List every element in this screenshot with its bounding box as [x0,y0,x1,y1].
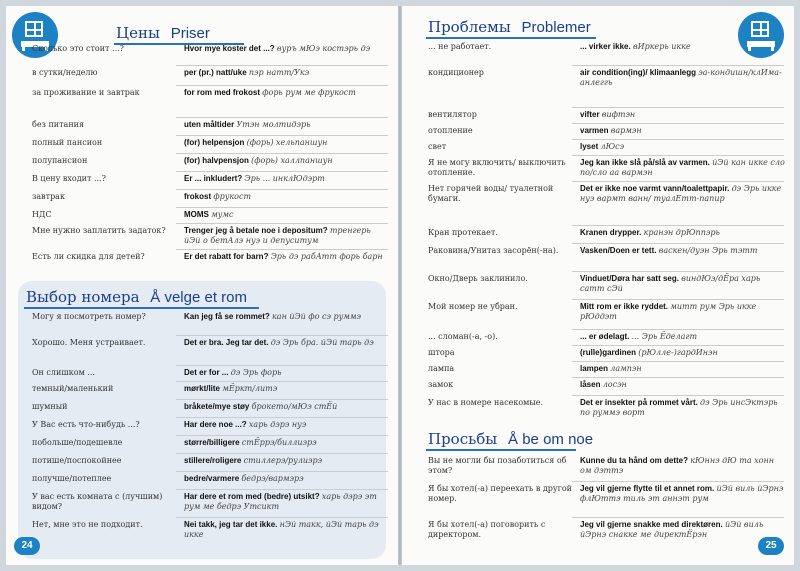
row-divider [176,365,388,366]
phrase-russian: Сколько это стоит ...? [32,44,124,53]
phrase-transcription: кЮннэ дЮ та хонн ом дэттэ [580,456,775,475]
phrase-russian: У нас в номере насекомые. [428,398,543,407]
phrase-transcription: васкен/дуэн Эрь тэтт [658,246,758,255]
phrase-norwegian-text: bråkete/mye støy [184,402,252,411]
row-divider [572,155,784,156]
section-title-requests [428,430,728,448]
row-divider [176,85,388,86]
phrase-norwegian-text: (rulle)gardinen [580,348,639,357]
phrase-norwegian-text: Vasken/Doen er tett. [580,246,659,255]
phrase-norwegian [184,210,389,220]
phrase-norwegian [184,520,389,540]
row-divider [176,399,388,400]
phrase-transcription: дэ Эрь икке нуэ вармт ванн/ туалЕтт-папир [580,184,782,203]
phrase-norwegian [580,348,785,358]
phrase-russian: Есть ли скидка для детей? [32,252,145,261]
phrase-norwegian-text: Kan jeg få se rommet? [184,312,273,321]
phrase-transcription: стЁррэ/биллиэрэ [241,438,317,447]
row-divider [176,207,388,208]
title-underline [426,449,576,451]
phrase-russian: Я бы хотел(-а) поговорить с директором. [428,520,546,539]
phrase-norwegian-text: Nei takk, jeg tar det ikke. [184,520,280,529]
phrase-norwegian-text: Hvor mye koster det ...? [184,44,277,53]
phrase-norwegian [580,246,785,256]
phrase-norwegian [580,42,785,52]
row-divider [572,271,784,272]
phrase-norwegian-text: lampen [580,364,611,373]
section-title-no: Priser [170,25,210,42]
phrase-norwegian-text: Er det rabatt for barn? [184,252,271,261]
phrase-transcription: дэ Эрь бра. йЭй тарь дэ [270,338,374,347]
section-title-prices [116,24,376,42]
phrase-russian: Он слишком ... [32,368,95,377]
phrase-russian: свет [428,142,447,151]
phrase-norwegian-text: Kunne du ta hånd om dette? [580,456,691,465]
section-title-ru: Проблемы [428,18,511,36]
phrase-russian: Окно/Дверь заклинило. [428,274,528,283]
row-divider [572,517,784,518]
phrase-transcription: (форь) хельпаншун [246,138,328,147]
phrase-transcription: виндЮэ/дЁра харь сатт сЭй [580,274,761,293]
row-divider [572,225,784,226]
phrase-norwegian [184,456,389,466]
row-divider [572,65,784,66]
row-divider [176,153,388,154]
phrase-norwegian [580,456,785,476]
phrase-norwegian [184,120,389,130]
row-divider [176,189,388,190]
phrase-norwegian-text: Jeg vil gjerne snakke med direktøren. [580,520,725,529]
phrase-norwegian [580,110,785,120]
phrase-norwegian-text: vifter [580,110,602,119]
row-divider [176,223,388,224]
title-underline [24,307,259,309]
phrase-norwegian-text: ... er ødelagt. [580,332,632,341]
phrase-russian: Хорошо. Меня устраивает. [32,338,146,347]
phrase-transcription: вармэн [610,126,642,135]
phrase-norwegian-text: Vinduet/Døra har satt seg. [580,274,682,283]
phrase-norwegian [580,380,785,390]
section-title-ru: Выбор номера [26,288,140,306]
phrase-norwegian-text: frokost [184,192,214,201]
section-title-no: Å velge et rom [150,289,248,306]
phrase-russian: вентилятор [428,110,477,119]
row-divider [572,345,784,346]
row-divider [176,517,388,518]
section-title-no: Problemer [521,19,591,36]
phrase-norwegian-text: Har dere noe ...? [184,420,249,429]
phrase-norwegian-text: air condition(ing)/ klimaanlegg [580,68,699,77]
row-divider [176,335,388,336]
phrase-transcription: форь рум ме фрукост [262,88,356,97]
row-divider [572,243,784,244]
phrase-norwegian-text: varmen [580,126,611,135]
phrase-norwegian [184,156,389,166]
phrase-norwegian [580,302,785,322]
phrase-transcription: бедрэ/вармэрэ [241,474,304,483]
phrase-transcription: дэ Эрь форь [230,368,282,377]
phrase-transcription: мумс [211,210,234,219]
phrase-norwegian-text: låsen [580,380,603,389]
phrase-russian: Нет горячей воды/ туалетной бумаги. [428,184,554,203]
phrase-russian: Мой номер не убран. [428,302,518,311]
phrase-norwegian-text: Har dere et rom med (bedre) utsikt? [184,492,322,501]
title-underline [426,37,596,39]
row-divider [572,107,784,108]
right-page [402,6,794,565]
phrase-norwegian-text: (for) helpensjon [184,138,247,147]
phrase-transcription: (рЮлле-)гардИнэн [638,348,718,357]
phrase-russian: Кран протекает. [428,228,498,237]
phrase-russian: замок [428,380,454,389]
row-divider [572,299,784,300]
phrase-norwegian-text: (for) halvpensjon [184,156,252,165]
phrase-norwegian [580,68,785,88]
phrase-norwegian [184,338,389,348]
phrase-russian: потише/поспокойнее [32,456,122,465]
row-divider [572,123,784,124]
phrase-russian: Нет, мне это не подходит. [32,520,143,529]
phrase-russian: Раковина/Унитаз засорён(-на). [428,246,559,255]
phrase-transcription: брокето/мЮэ стЁй [251,402,338,411]
row-divider [176,171,388,172]
phrase-russian: штора [428,348,455,357]
phrase-norwegian [580,228,785,238]
phrase-russian: полный пансион [32,138,103,147]
phrase-norwegian [580,184,785,204]
phrase-norwegian [184,174,389,184]
phrase-russian: получше/потеплее [32,474,112,483]
phrase-norwegian-text: mørkt/lite [184,384,223,393]
row-divider [572,181,784,182]
phrase-transcription: мЁркт/литэ [222,384,278,393]
phrase-norwegian [184,402,389,412]
phrase-transcription: лосэн [602,380,627,389]
phrase-transcription: фрукост [213,192,252,201]
phrase-transcription: кан йЭй фо сэ руммэ [272,312,361,321]
phrase-russian: Я не могу включить/ выключить отопление. [428,158,566,177]
phrase-transcription: (форь) халлпаншун [251,156,333,165]
phrase-transcription: Эрь дэ рабАтт форь барн [270,252,383,261]
left-page [6,6,399,565]
phrase-russian: шумный [32,402,68,411]
phrase-norwegian [184,384,389,394]
row-divider [572,139,784,140]
row-divider [176,65,388,66]
phrase-norwegian [580,142,785,152]
row-divider [176,471,388,472]
phrase-russian: В цену входит ...? [32,174,106,183]
row-divider [176,135,388,136]
phrase-russian: ... сломан(-а, -о). [428,332,498,341]
phrase-norwegian [184,368,389,378]
phrase-transcription: йЭй кан икке сло по/сло аа вармэн [580,158,785,177]
phrase-norwegian-text: Det er ikke noe varmt vann/toalettpapir. [580,184,732,193]
phrase-norwegian [184,44,389,54]
phrase-norwegian-text: stillere/roligere [184,456,244,465]
phrase-transcription: харь дэрэ нуэ [248,420,307,429]
phrase-norwegian [184,68,389,78]
row-divider [176,489,388,490]
row-divider [176,417,388,418]
phrase-norwegian [184,192,389,202]
phrase-norwegian [184,492,389,512]
section-title-choose-room [26,288,326,306]
page-number: 24 [14,537,40,555]
phrase-russian: кондиционер [428,68,484,77]
section-title-problems [428,18,728,36]
phrase-russian: темный/маленький [32,384,114,393]
phrase-norwegian-text: større/billigere [184,438,242,447]
phrase-norwegian-text: Kranen drypper. [580,228,644,237]
phrase-norwegian [184,474,389,484]
phrase-norwegian [184,438,389,448]
phrase-norwegian [184,226,389,246]
row-divider [572,329,784,330]
phrase-transcription: вифтэн [601,110,636,119]
row-divider [572,481,784,482]
page-number: 25 [758,537,784,555]
phrase-russian: Я бы хотел(-а) переехать в другой номер. [428,484,572,503]
phrase-norwegian [580,520,785,540]
row-divider [176,249,388,250]
phrase-norwegian-text: Det er for ... [184,368,231,377]
phrase-norwegian [184,138,389,148]
phrase-russian: без питания [32,120,85,129]
phrase-russian: НДС [32,210,52,219]
phrase-russian: побольше/подешевле [32,438,123,447]
phrase-transcription: лЮсэ [600,142,625,151]
phrase-russian: У Вас есть что-нибудь ...? [32,420,140,429]
phrase-transcription: митт рум Эрь икке рЮддэт [580,302,757,321]
row-divider [176,435,388,436]
phrase-russian: лампа [428,364,455,373]
phrase-russian: У вас есть комната с (лучшим) видом? [32,492,163,511]
phrase-transcription: ... Эрь Ёделагт [631,332,698,341]
row-divider [176,117,388,118]
phrase-norwegian-text: Trenger jeg å betale noe i depositum? [184,226,330,235]
phrase-transcription: тренгерь йЭй о бетАлэ нуэ и депуситум [184,226,371,245]
phrase-norwegian-text: Mitt rom er ikke ryddet. [580,302,671,311]
phrase-transcription: дэ Эрь инсЭктэрь по руммэ ворт [580,398,778,417]
phrase-russian: полупансион [32,156,88,165]
phrase-norwegian-text: ... virker ikke. [580,42,633,51]
phrase-norwegian-text: per (pr.) natt/uke [184,68,249,77]
phrase-transcription: нЭй такк, йЭй тарь дэ икке [184,520,379,539]
phrase-norwegian [184,88,389,98]
phrase-norwegian [580,398,785,418]
phrase-norwegian [580,332,785,342]
phrase-norwegian-text: uten måltider [184,120,237,129]
phrase-norwegian [580,484,785,504]
phrase-norwegian [580,274,785,294]
row-divider [572,361,784,362]
row-divider [176,381,388,382]
phrase-transcription: вуръ мЮэ костэрь дэ [276,44,371,53]
phrase-russian: завтрак [32,192,65,201]
section-title-ru: Цены [116,24,160,42]
phrase-transcription: кранэн дрЮппэрь [643,228,720,237]
phrase-transcription: йЭй виль йЭрнэ флЮттэ тиль эт аннэт рум [580,484,784,503]
section-title-no: Å be om noe [508,431,594,448]
phrase-russian: в сутки/неделю [32,68,98,77]
phrase-norwegian-text: Er ... inkludert? [184,174,245,183]
phrase-norwegian [184,252,389,262]
phrase-russian: Мне нужно заплатить задаток? [32,226,166,235]
phrase-transcription: йЭй виль йЭрнэ снакке ме директЁрэн [580,520,764,539]
phrase-transcription: вИркерь икке [632,42,691,51]
phrase-norwegian [184,312,389,322]
phrase-transcription: стиллерэ/рулиэрэ [243,456,323,465]
phrase-norwegian-text: Jeg kan ikke slå på/slå av varmen. [580,158,713,167]
phrase-transcription: харь дэрэ эт рум ме бедрэ Утсикт [184,492,377,511]
phrase-norwegian-text: Det er bra. Jeg tar det. [184,338,271,347]
row-divider [176,453,388,454]
phrase-norwegian-text: lyset [580,142,601,151]
phrase-norwegian-text: for rom med frokost [184,88,263,97]
phrase-transcription: Эрь ... инклЮдэрт [244,174,325,183]
phrase-transcription: пэр натт/Укэ [248,68,310,77]
phrase-transcription: Утэн молтидэрь [236,120,311,129]
phrase-norwegian-text: bedre/varmere [184,474,242,483]
phrase-transcription: лампэн [610,364,642,373]
phrase-norwegian-text: Jeg vil gjerne flytte til et annet rom. [580,484,717,493]
phrase-russian: Вы не могли бы позаботиться об этом? [428,456,567,475]
section-title-ru: Просьбы [428,430,498,448]
phrase-norwegian [580,158,785,178]
phrase-norwegian-text: MOMS [184,210,212,219]
phrase-norwegian-text: Det er insekter på rommet vårt. [580,398,701,407]
phrase-russian: отопление [428,126,473,135]
phrase-norwegian [580,364,785,374]
phrase-norwegian [580,126,785,136]
row-divider [572,395,784,396]
phrase-russian: ... не работает. [428,42,492,51]
phrase-russian: за проживание и завтрак [32,88,140,97]
phrase-russian: Могу я посмотреть номер? [32,312,146,321]
phrase-norwegian [184,420,389,430]
row-divider [572,377,784,378]
phrase-transcription: эа-кондишн/клИма-анлеггь [580,68,782,87]
